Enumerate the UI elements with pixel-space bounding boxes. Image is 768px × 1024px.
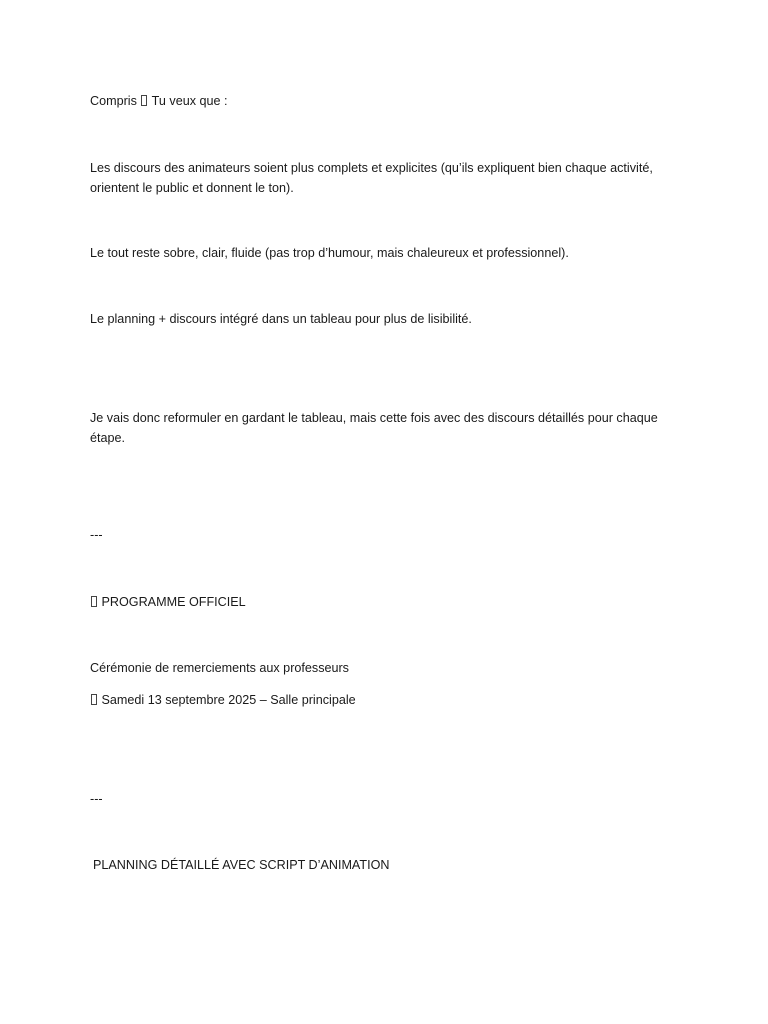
point-1: Les discours des animateurs soient plus complets et explicites (qu’ils expliquent bien chaque activité, orientent le public et donnent le ton). [90,161,653,195]
reformulate-paragraph: Je vais donc reformuler en gardant le tableau, mais cette fois avec des discours détaillés pour chaque étape. [90,411,658,445]
separator-2: --- [90,792,103,806]
date-location: Samedi 13 septembre 2025 – Salle principale [101,693,356,707]
intro-line [90,91,670,111]
intro-before: Compris [90,94,137,108]
missing-glyph-icon [91,596,97,607]
missing-glyph-icon [91,694,97,705]
planning-title: PLANNING DÉTAILLÉ AVEC SCRIPT D’ANIMATION [93,858,390,872]
date-location-line [90,690,670,710]
intro-after: Tu veux que : [151,94,228,108]
missing-glyph-icon [141,95,147,106]
program-title-line [90,592,670,612]
program-title: PROGRAMME OFFICIEL [101,595,246,609]
point-3: Le planning + discours intégré dans un tableau pour plus de lisibilité. [90,312,472,326]
point-2: Le tout reste sobre, clair, fluide (pas trop d’humour, mais chaleureux et professionnel). [90,246,569,260]
separator-1: --- [90,528,103,542]
ceremony-title: Cérémonie de remerciements aux professeurs [90,661,349,675]
